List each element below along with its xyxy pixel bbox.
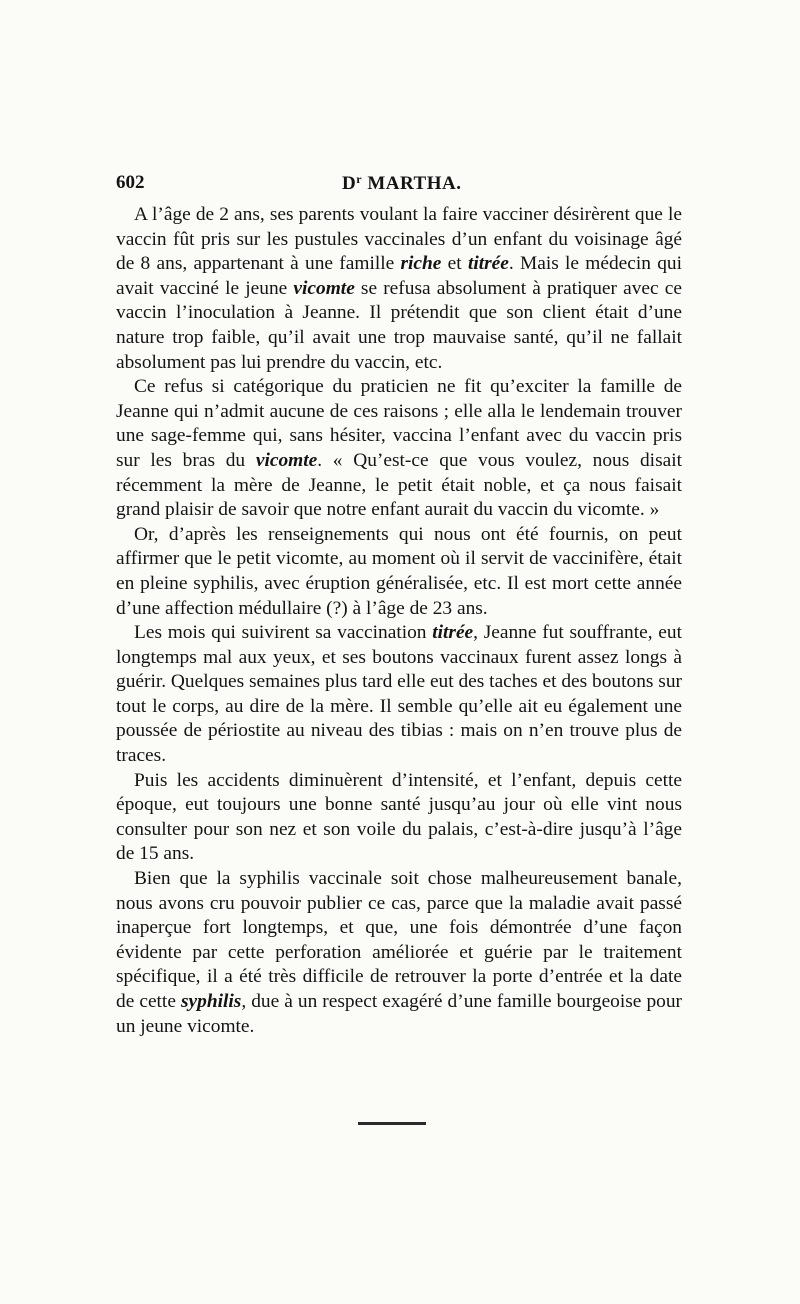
paragraph-1 xyxy=(116,203,682,375)
text-run: , due à un respect exagéré d’une famille bourgeoise pour un jeune vicomte. xyxy=(116,991,682,1037)
text-run: . Mais le médecin qui avait vacciné le jeune xyxy=(116,253,682,299)
italic-word: riche xyxy=(400,253,442,275)
paragraph-5 xyxy=(116,769,682,867)
page-number: 602 xyxy=(116,172,145,193)
text-run: Puis les accidents diminuèrent d’intensité, et l’enfant, depuis cette époque, eut toujours une bonne santé jusqu’au jour où elle vint nous consulter pour son nez et son voile du palais, c’est-à-dire jusqu’à l’âge de 15 ans. xyxy=(116,769,682,865)
text-run: se refusa absolument à pratiquer avec ce vaccin l’inoculation à Jeanne. Il prétendit que son client était d’une nature trop faible, qu’il avait une trop mauvaise santé, qu’il ne fallait absolument pas lui prendre du vaccin, etc. xyxy=(116,277,682,373)
text-run: et xyxy=(441,253,468,275)
italic-word: titrée xyxy=(467,253,509,275)
running-head-name: MARTHA. xyxy=(362,173,462,194)
running-head-prefix: D xyxy=(342,173,357,194)
end-divider xyxy=(358,1122,426,1125)
italic-word: vicomte xyxy=(255,449,318,471)
italic-word: syphilis xyxy=(180,991,242,1012)
text-run: Ce refus si catégorique du praticien ne fit qu’exciter la famille de Jeanne qui n’admit aucune de ces raisons ; elle alla le lendemain trouver une sage-femme qui, sans hésiter, vaccina l’enfant avec du vaccin pris sur les bras du xyxy=(116,376,682,471)
text-run: , Jeanne fut souffrante, eut longtemps mal aux yeux, et ses boutons vaccinaux furent assez longs à guérir. Quelques semaines plus tard elle eut des taches et des boutons sur tout le corps, au dire de la mère. Il semble qu’elle ait eu également une poussée de périostite au niveau des tibias : mais on n’en trouve plus de traces. xyxy=(116,622,682,767)
text-run: A l’âge de 2 ans, ses parents voulant la faire vacciner désirèrent que le vaccin fût pris sur les pustules vaccinales d’un enfant du voisinage âgé de 8 ans, appartenant à une famille xyxy=(116,204,682,275)
paragraph-3 xyxy=(116,523,682,621)
page-header xyxy=(116,172,696,198)
text-run: Or, d’après les renseignements qui nous ont été fournis, on peut affirmer que le petit vicomte, au moment où il servit de vaccinifère, était en pleine syphilis, avec éruption généralisée, etc. Il est mort cette année d’une affection médullaire (?) à l’âge de 23 ans. xyxy=(116,523,682,619)
running-head xyxy=(342,172,461,195)
text-run: Bien que la syphilis vaccinale soit chose malheureusement banale, nous avons cru pouvoir publier ce cas, parce que la maladie avait passé inaperçue fort longtemps, et que, une fois démontrée d’une façon évidente par cette perforation améliorée et guérie par le traitement spécifique, il a été très difficile de retrouver la porte d’entrée et la date de cette xyxy=(116,868,682,1012)
body-text xyxy=(116,203,682,1039)
paragraph-6 xyxy=(116,867,682,1039)
italic-word: vicomte xyxy=(293,277,355,299)
running-head-superscript: r xyxy=(356,172,363,186)
text-run: . « Qu’est-ce que vous voulez, nous disait récemment la mère de Jeanne, le petit était noble, et ça nous faisait grand plaisir de savoir que notre enfant aurait du vaccin du vicomte. » xyxy=(116,449,683,521)
paragraph-4 xyxy=(116,621,682,769)
text-run: Les mois qui suivirent sa vaccination xyxy=(134,622,433,644)
paragraph-2 xyxy=(116,375,682,523)
italic-word: titrée xyxy=(432,622,474,644)
